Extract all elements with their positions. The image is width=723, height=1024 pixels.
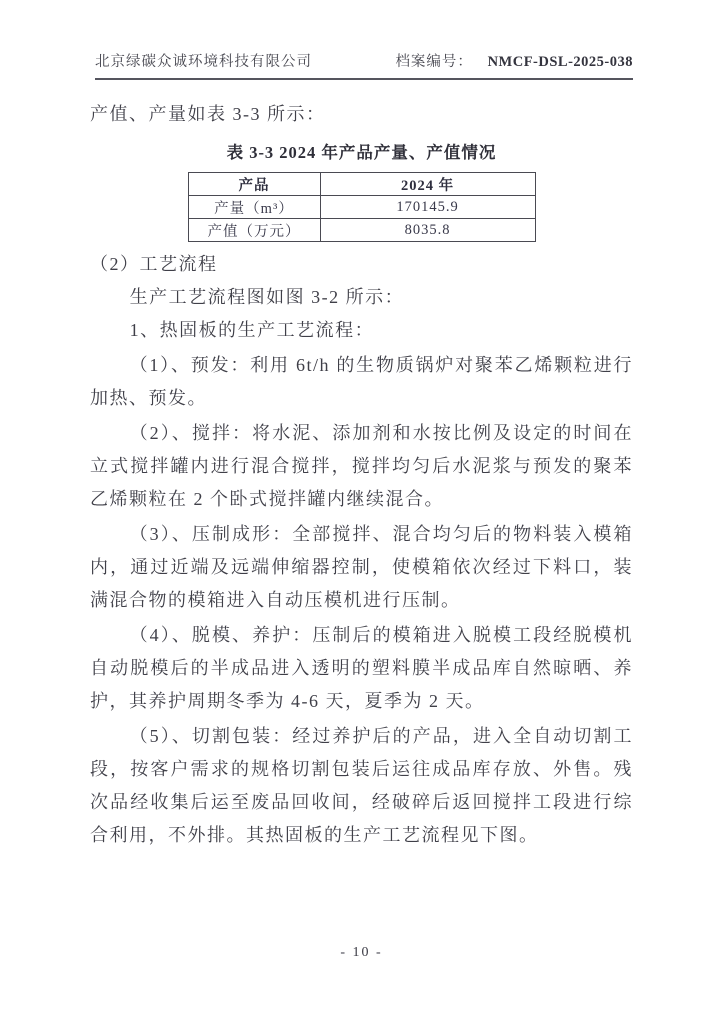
table-cell-output-value: 170145.9 bbox=[320, 196, 535, 219]
process-step-1: （1）、预发：利用 6t/h 的生物质锅炉对聚苯乙烯颗粒进行加热、预发。 bbox=[90, 355, 633, 408]
table-row-value bbox=[188, 219, 535, 242]
production-table bbox=[188, 172, 536, 242]
intro-paragraph: 产值、产量如表 3-3 所示： bbox=[90, 104, 326, 124]
process-step-2: （2）、搅拌：将水泥、添加剂和水按比例及设定的时间在立式搅拌罐内进行混合搅拌，搅拌均匀后水泥浆与预发的聚苯乙烯颗粒在 2 个卧式搅拌罐内继续混合。 bbox=[90, 423, 633, 509]
table-cell-value-value: 8035.8 bbox=[320, 219, 535, 242]
process-step-4: （4）、脱模、养护：压制后的模箱进入脱模工段经脱模机自动脱模后的半成品进入透明的塑料膜半成品库自然晾晒、养护，其养护周期冬季为 4-6 天，夏季为 2 天。 bbox=[90, 625, 633, 711]
archive-number-block bbox=[395, 50, 633, 71]
section-heading: （2）工艺流程 bbox=[90, 254, 218, 274]
page-header bbox=[95, 50, 633, 80]
archive-label: 档案编号： bbox=[395, 54, 473, 70]
table-row-output bbox=[188, 196, 535, 219]
table-cell-value-label: 产值（万元） bbox=[188, 219, 320, 242]
page-footer bbox=[0, 945, 723, 961]
document-body bbox=[90, 86, 633, 852]
table-header-product: 产品 bbox=[188, 173, 320, 196]
page-number: - 10 - bbox=[340, 945, 383, 960]
process-list-heading: 1、热固板的生产工艺流程： bbox=[129, 320, 375, 340]
process-step-3: （3）、压制成形：全部搅拌、混合均匀后的物料装入模箱内，通过近端及远端伸缩器控制，使模箱依次经过下料口，装满混合物的模箱进入自动压模机进行压制。 bbox=[90, 524, 633, 610]
table-header-year: 2024 年 bbox=[320, 173, 535, 196]
company-name: 北京绿碳众诚环境科技有限公司 bbox=[95, 54, 312, 70]
flow-chart-reference: 生产工艺流程图如图 3-2 所示： bbox=[129, 287, 405, 307]
table-title: 表 3-3 2024 年产品产量、产值情况 bbox=[226, 143, 497, 162]
table-cell-output-label: 产量（m³） bbox=[188, 196, 320, 219]
process-step-5: （5）、切割包装：经过养护后的产品，进入全自动切割工段，按客户需求的规格切割包装后运往成品库存放、外售。残次品经收集后运至废品回收间，经破碎后返回搅拌工段进行综合利用，不外排。其热固板的生产工艺流程见下图。 bbox=[90, 726, 633, 845]
table-header-row bbox=[188, 173, 535, 196]
archive-value: NMCF-DSL-2025-038 bbox=[487, 54, 633, 70]
